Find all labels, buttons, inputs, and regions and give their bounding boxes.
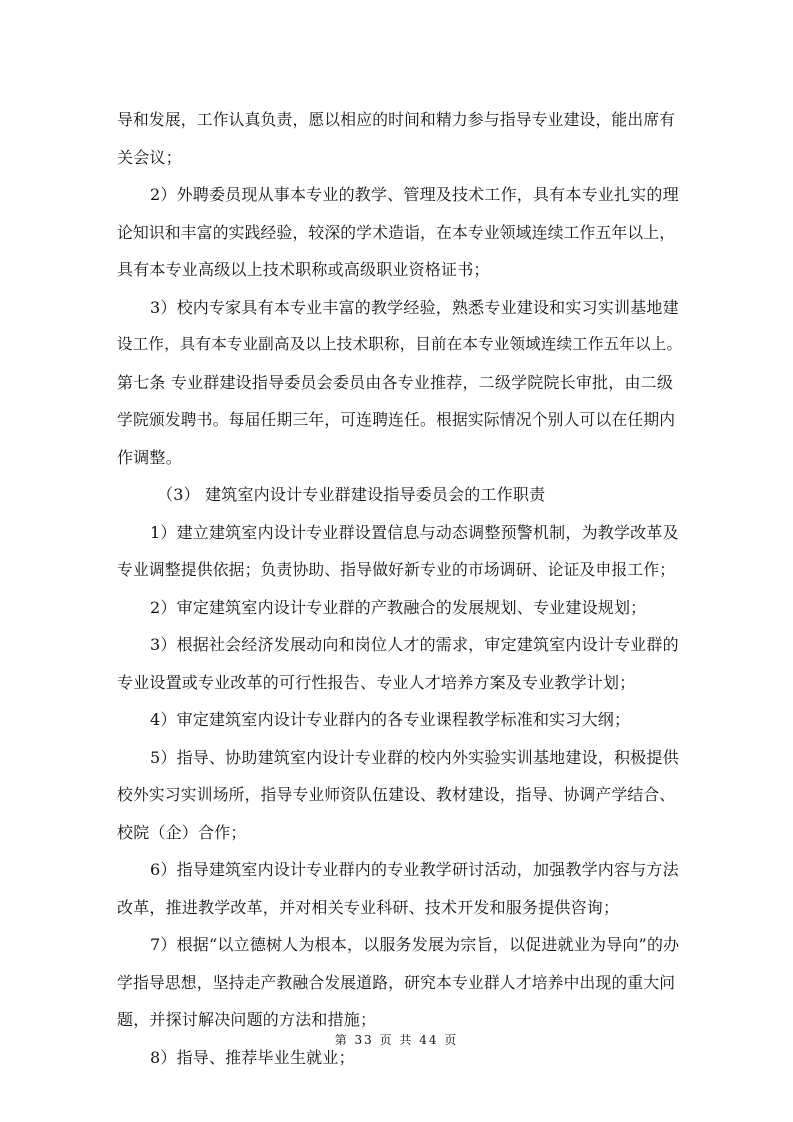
text-line: 2）审定建筑室内设计专业群的产教融合的发展规划、专业建设规划； [150,597,647,617]
text-line: 专业设置或专业改革的可行性报告、专业人才培养方案及专业教学计划； [117,672,636,692]
text-line: 3）校内专家具有本专业丰富的教学经验，熟悉专业建设和实习实训基地建 [150,297,679,317]
text-line: 题，并探讨解决问题的方法和措施； [117,1010,377,1029]
text-line: 改革，推进教学改革，并对相关专业科研、技术开发和服务提供咨询； [117,897,620,917]
text-line: 3）根据社会经济发展动向和岗位人才的需求，审定建筑室内设计专业群的 [150,635,679,654]
text-line: 6）指导建筑室内设计专业群内的专业教学研讨活动，加强教学内容与方法 [150,860,679,879]
text-line: 学指导思想，坚持走产教融合发展道路，研究本专业群人才培养中出现的重大问 [117,972,676,992]
text-line: 导和发展，工作认真负责，愿以相应的时间和精力参与指导专业建设，能出席有 [117,110,676,129]
text-line: 1）建立建筑室内设计专业群设置信息与动态调整预警机制，为教学改革及 [150,522,679,542]
text-line: 2）外聘委员现从事本专业的教学、管理及技术工作，具有本专业扎实的理 [150,185,679,204]
page-footer: 第 33 页 共 44 页 [334,1033,459,1047]
text-line: 5）指导、协助建筑室内设计专业群的校内外实验实训基地建设，积极提供 [150,747,679,767]
text-line: 具有本专业高级以上技术职称或高级职业资格证书； [117,260,490,279]
text-line: 校外实习实训场所，指导专业师资队伍建设、教材建设，指导、协调产学结合、 [117,785,676,804]
text-line: 论知识和丰富的实践经验，较深的学术造诣，在本专业领域连续工作五年以上， [117,222,676,242]
text-line: 4）审定建筑室内设计专业群内的各专业课程教学标准和实习大纲； [150,710,631,729]
text-line: 专业调整提供依据；负责协助、指导做好新专业的市场调研、论证及申报工作； [117,560,676,579]
text-line: 校院（企）合作； [117,822,247,842]
text-line: 作调整。 [117,447,182,467]
text-line: 7）根据“以立德树人为根本，以服务发展为宗旨，以促进就业为导向”的办 [150,935,680,954]
document-body [117,101,682,1076]
text-line: 学院颁发聘书。每届任期三年，可连聘连任。根据实际情况个别人可以在任期内 [117,410,676,429]
section-heading: （3） 建筑室内设计专业群建设指导委员会的工作职责 [157,485,546,504]
text-line: 第七条 专业群建设指导委员会委员由各专业推荐，二级学院院长审批，由二级 [117,372,674,392]
text-line: 关会议； [117,147,182,167]
text-line: 设工作，具有本专业副高及以上技术职称，目前在本专业领域连续工作五年以上。 [117,335,683,353]
text-line: 8）指导、推荐毕业生就业； [150,1047,355,1067]
